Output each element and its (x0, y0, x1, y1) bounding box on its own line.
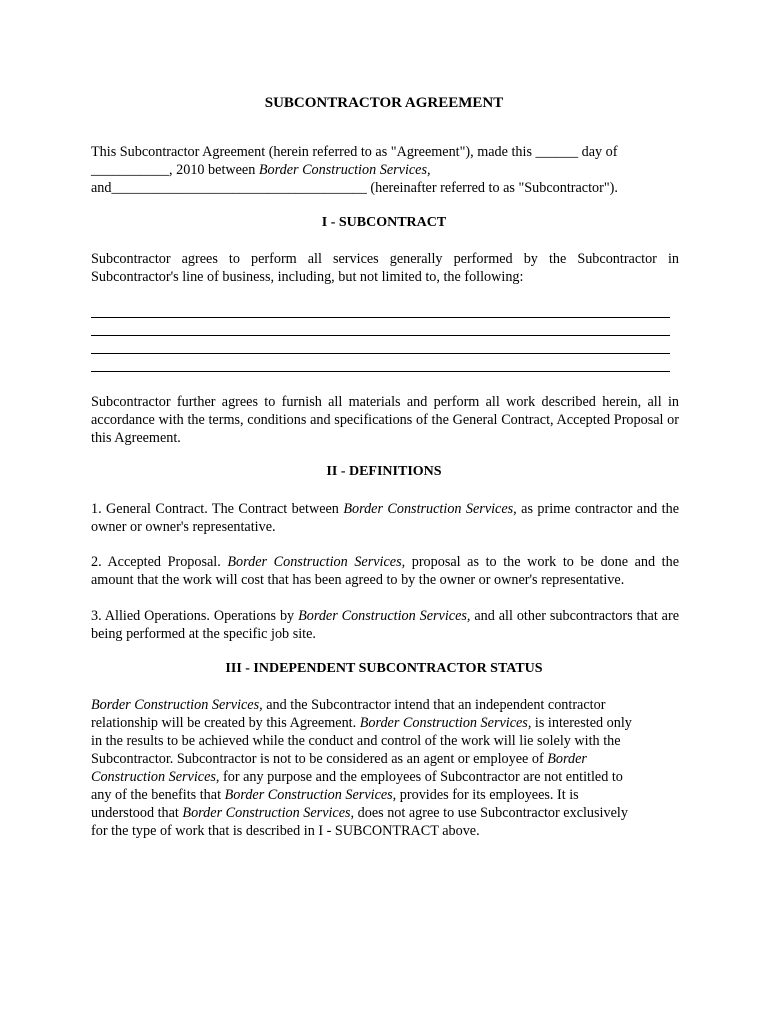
subcontract-paragraph-1: Subcontractor agrees to perform all services generally performed by the Subcontractor in Subcontractor's line of business, including, but not limited to, the following: (91, 251, 679, 285)
definition-allied-operations (91, 607, 679, 643)
status-line-4 (91, 750, 679, 768)
company-name: Border Construction Services, (343, 501, 517, 517)
independent-status-paragraph (91, 696, 679, 840)
status-line-6 (91, 786, 679, 804)
status-line-5 (91, 768, 679, 786)
blank-line-1 (91, 317, 670, 318)
status-line-7-text-end: does not agree to use Subcontractor exclusively (354, 805, 628, 821)
section-heading-independent-status: III - INDEPENDENT SUBCONTRACTOR STATUS (225, 661, 543, 676)
document-title: SUBCONTRACTOR AGREEMENT (264, 95, 504, 111)
definition-2-text-end: proposal as to the work to be done and the amount that the work will cost that has been agreed to by the owner or owner's representative. (91, 554, 680, 588)
company-name: Border Construction Services, (91, 697, 263, 713)
intro-line-1: This Subcontractor Agreement (herein referred to as "Agreement"), made this ______ day of (91, 144, 618, 160)
intro-paragraph (91, 143, 679, 197)
subcontract-paragraph-2: Subcontractor further agrees to furnish all materials and perform all work described herein, all in accordance with the terms, conditions and specifications of the General Contract, Accepted Proposal or this Agreement. (91, 394, 679, 446)
status-line-1 (91, 696, 679, 714)
status-line-2-text-end: is interested only (531, 715, 632, 731)
definition-accepted-proposal (91, 553, 679, 589)
blank-line-3 (91, 353, 670, 354)
status-line-8: for the type of work that is described in I - SUBCONTRACT above. (91, 823, 480, 839)
section-heading-definitions: II - DEFINITIONS (326, 464, 442, 479)
definition-3-text-end: and all other subcontractors that are being performed at the specific job site. (91, 608, 679, 642)
status-line-7 (91, 804, 679, 822)
definition-3-text: 3. Allied Operations. Operations by (91, 608, 299, 624)
status-line-6-text: any of the benefits that (91, 787, 225, 803)
section-heading-subcontract: I - SUBCONTRACT (321, 215, 447, 230)
definition-1-text-end: as prime contractor and the owner or owner's representative. (91, 501, 680, 535)
definition-general-contract (91, 500, 679, 536)
status-line-2-text: relationship will be created by this Agreement. (91, 715, 360, 731)
company-name: Border Construction Services, (182, 805, 355, 821)
company-name: Border Construction Services, (298, 608, 471, 624)
company-name: Border Construction Services, (258, 162, 431, 178)
status-line-6-text-end: provides for its employees. It is (396, 787, 579, 803)
status-line-4-text: Subcontractor. Subcontractor is not to be considered as an agent or employee of (91, 751, 548, 767)
status-line-2 (91, 714, 679, 732)
status-line-3: in the results to be achieved while the conduct and control of the work will lie solely with the (91, 733, 621, 749)
blank-line-2 (91, 335, 670, 336)
company-name: Construction Services, (91, 769, 220, 785)
status-line-5-text: for any purpose and the employees of Subcontractor are not entitled to (219, 769, 623, 785)
status-line-7-text: understood that (91, 805, 183, 821)
intro-line-2-text: ___________, 2010 between (91, 162, 259, 178)
intro-line-2 (91, 161, 679, 179)
intro-line-3: and____________________________________ (hereinafter referred to as "Subcontractor"). (91, 180, 618, 196)
definition-2-text: 2. Accepted Proposal. (91, 554, 228, 570)
definition-1-text: 1. General Contract. The Contract between (91, 501, 344, 517)
status-line-1-text: and the Subcontractor intend that an independent contractor (262, 697, 606, 713)
company-name: Border Construction Services, (224, 787, 397, 803)
blank-line-4 (91, 371, 670, 372)
company-name: Border Construction Services, (227, 554, 406, 570)
company-name: Border (547, 751, 587, 767)
company-name: Border Construction Services, (359, 715, 532, 731)
